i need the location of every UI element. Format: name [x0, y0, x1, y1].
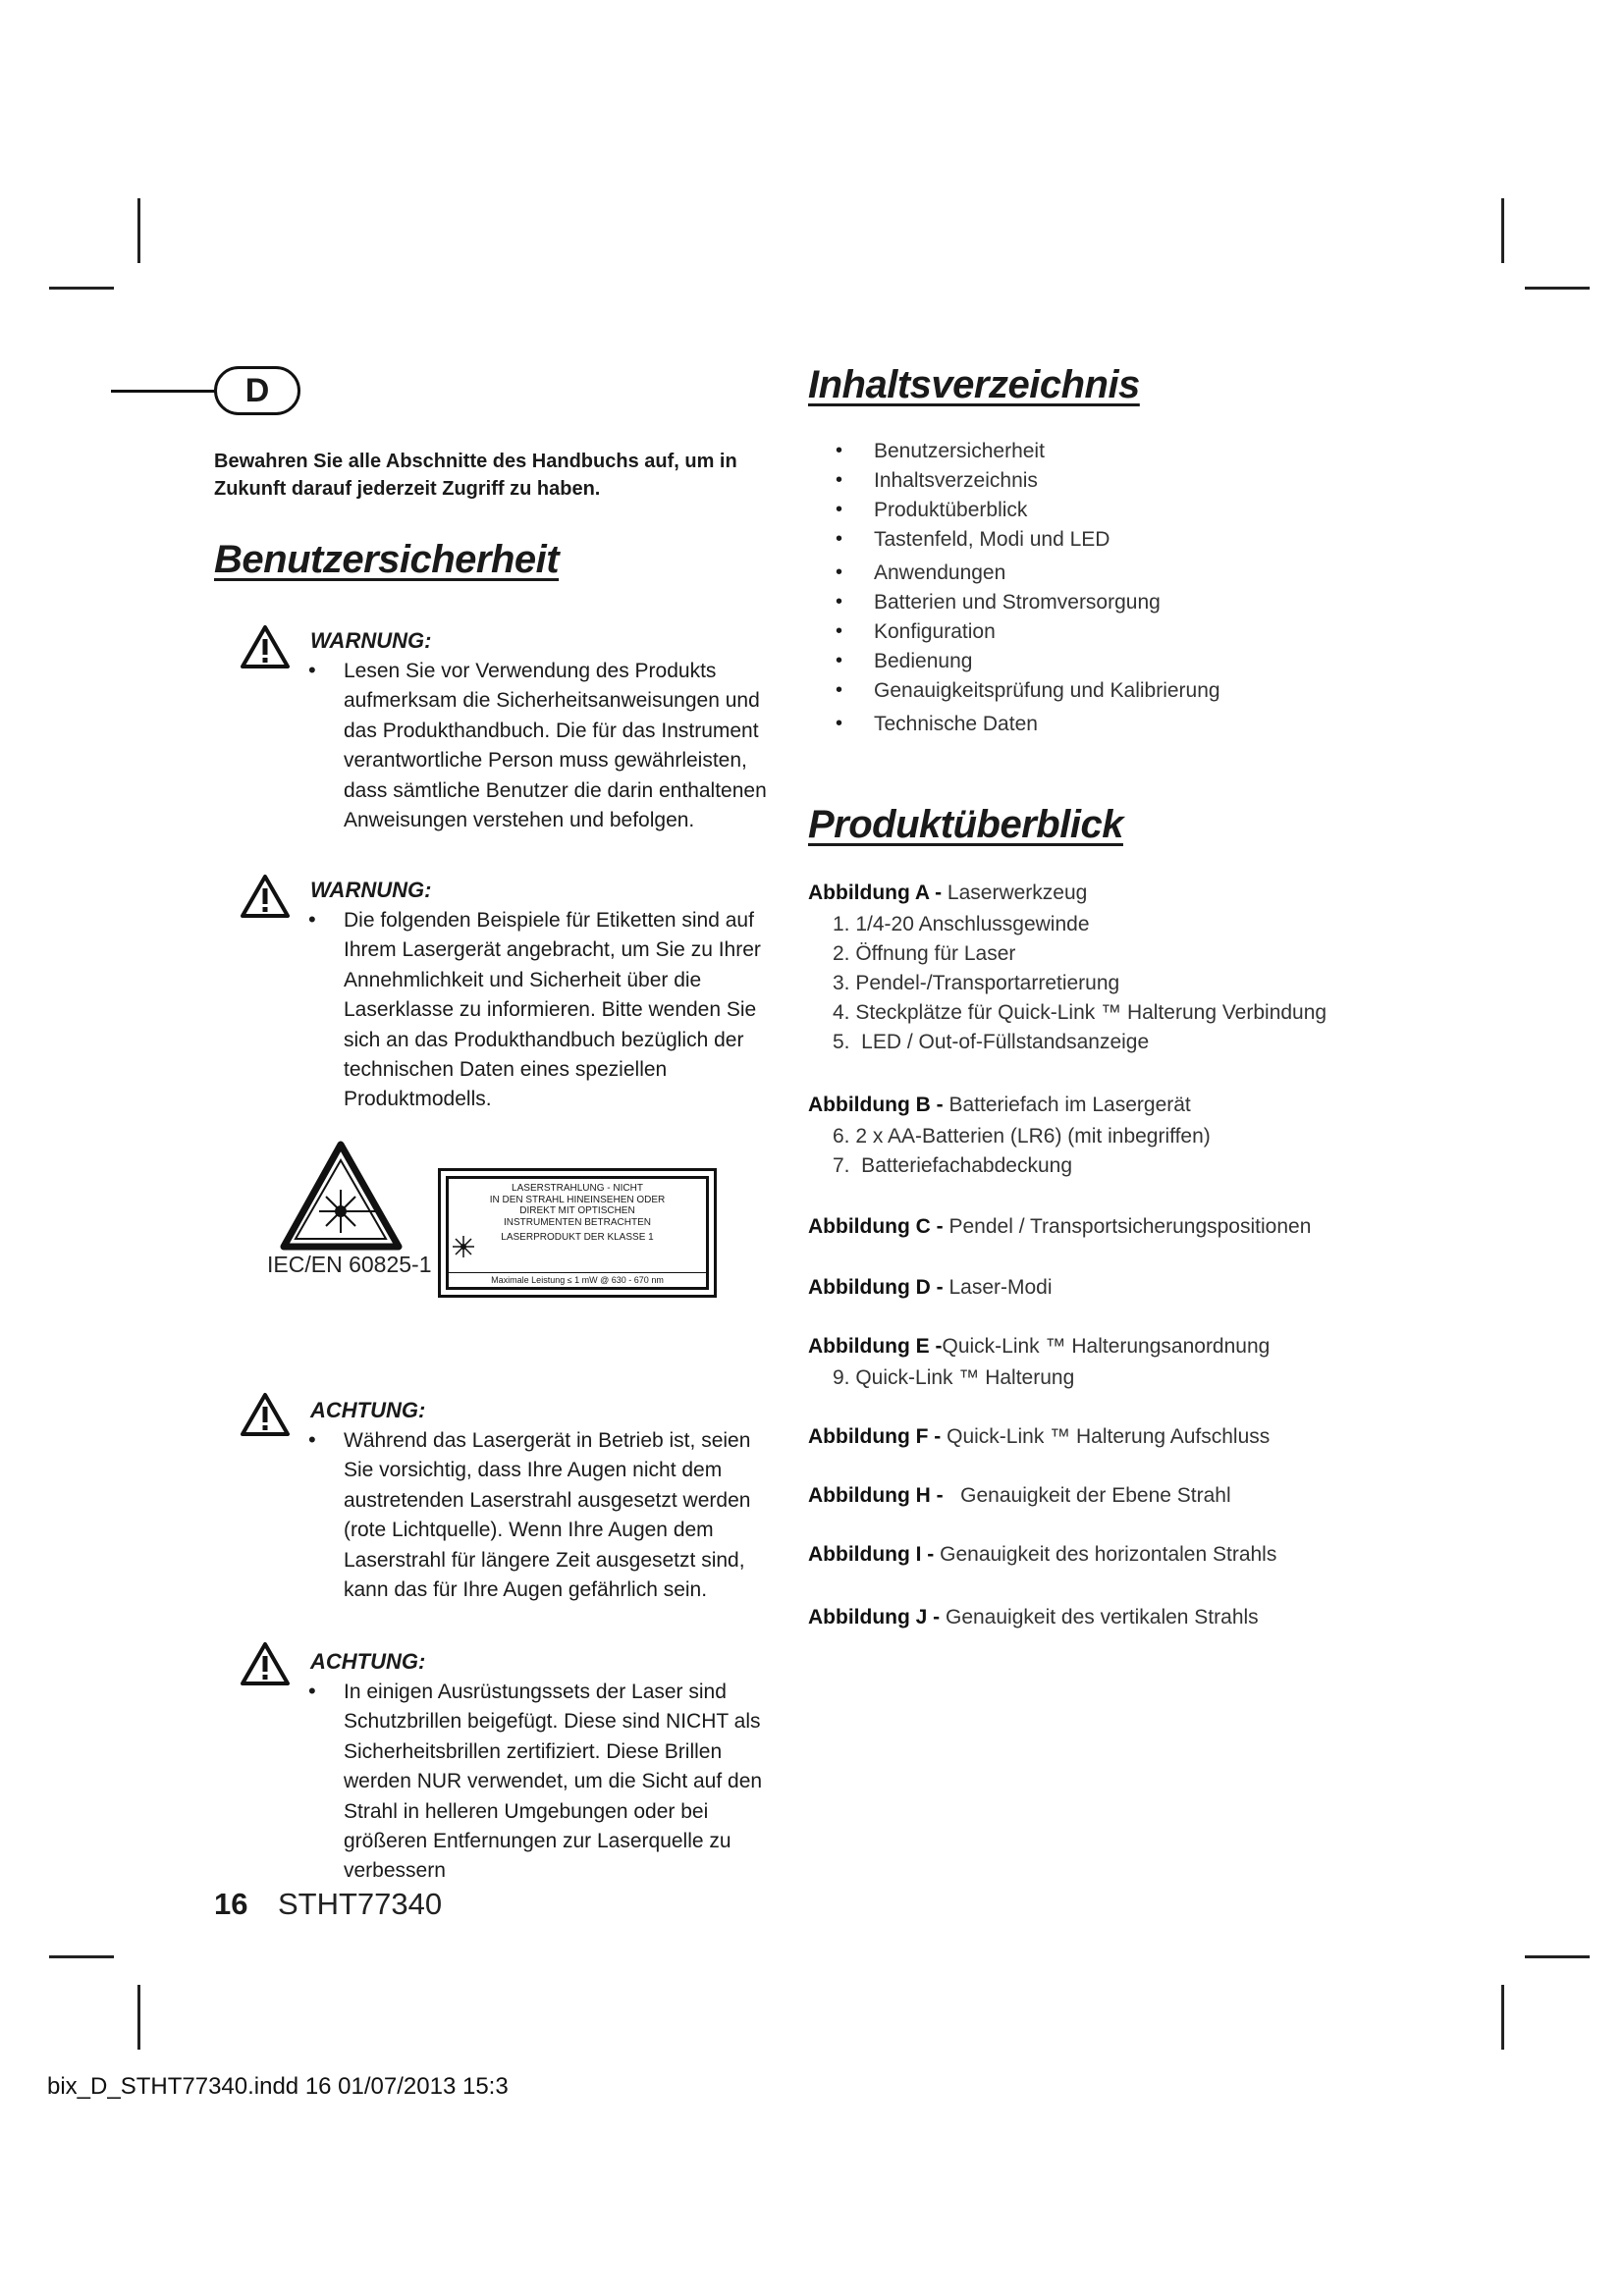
- figure-entry: [808, 881, 1087, 905]
- figure-label: Abbildung E -: [808, 1335, 943, 1358]
- figure-entry: [808, 1276, 1053, 1300]
- figure-entry: [808, 1543, 1276, 1567]
- toc-item: Inhaltsverzeichnis: [874, 469, 1038, 492]
- figure-description: Batteriefach im Lasergerät: [943, 1094, 1191, 1116]
- figure-description: Quick-Link ™ Halterungsanordnung: [942, 1335, 1271, 1358]
- figure-entry: [808, 1606, 1259, 1629]
- crop-mark: [1525, 287, 1590, 290]
- bullet: •: [308, 1679, 316, 1703]
- figure-sub-item: 7. Batteriefachabdeckung: [833, 1154, 1073, 1177]
- language-badge: D: [214, 366, 300, 415]
- label-line: DIREKT MIT OPTISCHEN: [519, 1205, 635, 1216]
- warning-text: Die folgenden Beispiele für Etiketten sind auf Ihrem Lasergerät angebracht, um Sie zu Ihrer Annehmlichkeit und Sicherheit über die Laserklasse zu informieren. Bitte wenden Sie sich an das Produkthandbuch bezüglich der technischen Daten eines speziellen Produktmodells.: [344, 909, 761, 1111]
- bullet: •: [836, 469, 843, 491]
- figure-entry: [808, 1425, 1270, 1449]
- label-line: INSTRUMENTEN BETRACHTEN: [503, 1216, 651, 1228]
- warning-text: Lesen Sie vor Verwendung des Produkts aufmerksam die Sicherheitsanweisungen und das Produkthandbuch. Die für das Instrument verantwortliche Person muss gewährleisten, dass sämtliche Benutzer die darin enthaltenen Anweisungen verstehen und befolgen.: [344, 660, 767, 832]
- caution-title: ACHTUNG:: [310, 1398, 426, 1422]
- figure-description: Pendel / Transportsicherungspositionen: [943, 1215, 1312, 1238]
- bullet: •: [836, 591, 843, 613]
- laser-class-label: [438, 1168, 717, 1298]
- page-number: 16: [214, 1887, 248, 1921]
- figure-label: Abbildung B -: [808, 1094, 944, 1116]
- bullet: •: [308, 1427, 316, 1452]
- section-title-toc: Inhaltsverzeichnis: [808, 363, 1140, 406]
- toc-item: Benutzersicherheit: [874, 440, 1045, 462]
- crop-mark: [137, 198, 140, 263]
- laser-hazard-symbol: [280, 1141, 403, 1251]
- warning-triangle-icon: [240, 1641, 291, 1686]
- intro-text: Bewahren Sie alle Abschnitte des Handbuchs auf, um in Zukunft darauf jederzeit Zugriff zu haben.: [214, 451, 737, 500]
- toc-item: Technische Daten: [874, 713, 1038, 735]
- caution-text: In einigen Ausrüstungssets der Laser sind Schutzbrillen beigefügt. Diese sind NICHT als Sicherheitsbrillen zertifiziert. Diese Brillen werden NUR verwendet, um die Sicht auf den Strahl in helleren Umgebungen oder bei größeren Entfernungen zur Laserquelle zu verbessern: [344, 1681, 763, 1883]
- bullet: •: [836, 650, 843, 671]
- figure-label: Abbildung A -: [808, 881, 943, 904]
- bullet: •: [836, 561, 843, 583]
- figure-description: Laserwerkzeug: [942, 881, 1088, 904]
- figure-description: Genauigkeit des horizontalen Strahls: [934, 1543, 1277, 1566]
- figure-sub-item: 4. Steckplätze für Quick-Link ™ Halterung Verbindung: [833, 1001, 1327, 1024]
- toc-item: Anwendungen: [874, 561, 1006, 584]
- figure-description: Quick-Link ™ Halterung Aufschluss: [941, 1425, 1271, 1448]
- bullet: •: [836, 713, 843, 734]
- figure-description: Laser-Modi: [943, 1276, 1053, 1299]
- bullet: •: [308, 658, 316, 682]
- toc-item: Bedienung: [874, 650, 973, 672]
- crop-mark: [1501, 1985, 1504, 2050]
- crop-mark: [1501, 198, 1504, 263]
- figure-entry: [808, 1335, 1270, 1359]
- caution-text: Während das Lasergerät in Betrieb ist, seien Sie vorsichtig, dass Ihre Augen nicht dem austretenden Laserstrahl ausgesetzt werden (rote Lichtquelle). Wenn Ihre Augen dem Laserstrahl für längere Zeit ausgesetzt sind, kann das für Ihre Augen gefährlich sein.: [344, 1429, 751, 1602]
- figure-label: Abbildung F -: [808, 1425, 942, 1448]
- warning-title: WARNUNG:: [310, 878, 432, 902]
- crop-mark: [49, 1955, 114, 1958]
- section-title-safety: Benutzersicherheit: [214, 538, 560, 581]
- figure-sub-item: 2. Öffnung für Laser: [833, 942, 1016, 965]
- bullet: •: [836, 499, 843, 520]
- iec-standard-label: IEC/EN 60825-1: [267, 1252, 432, 1277]
- label-line: LASERSTRAHLUNG - NICHT: [512, 1183, 643, 1194]
- caution-title: ACHTUNG:: [310, 1649, 426, 1674]
- figure-sub-item: 9. Quick-Link ™ Halterung: [833, 1366, 1075, 1389]
- warning-title: WARNUNG:: [310, 628, 432, 653]
- starburst-icon: [453, 1236, 474, 1257]
- toc-item: Konfiguration: [874, 620, 996, 643]
- toc-item: Produktüberblick: [874, 499, 1028, 521]
- figure-description: Genauigkeit des vertikalen Strahls: [940, 1606, 1259, 1629]
- bullet: •: [836, 620, 843, 642]
- print-slug: bix_D_STHT77340.indd 16 01/07/2013 15:3: [47, 2073, 509, 2100]
- figure-sub-item: 6. 2 x AA-Batterien (LR6) (mit inbegriffen): [833, 1125, 1211, 1148]
- figure-sub-item: 1. 1/4-20 Anschlussgewinde: [833, 913, 1090, 935]
- bullet: •: [308, 907, 316, 932]
- figure-entry: [808, 1094, 1191, 1117]
- figure-sub-item: 5. LED / Out-of-Füllstandsanzeige: [833, 1031, 1150, 1053]
- figure-entry: [808, 1484, 1231, 1508]
- crop-mark: [137, 1985, 140, 2050]
- label-line: IN DEN STRAHL HINEINSEHEN ODER: [489, 1194, 666, 1205]
- bullet: •: [836, 528, 843, 550]
- figure-entry: [808, 1215, 1311, 1239]
- figure-label: Abbildung D -: [808, 1276, 944, 1299]
- toc-item: Tastenfeld, Modi und LED: [874, 528, 1110, 551]
- language-badge-line: [111, 390, 217, 393]
- figure-label: Abbildung I -: [808, 1543, 935, 1566]
- warning-triangle-icon: [240, 1392, 291, 1437]
- model-number: STHT77340: [278, 1887, 443, 1921]
- figure-label: Abbildung J -: [808, 1606, 941, 1629]
- crop-mark: [1525, 1955, 1590, 1958]
- bullet: •: [836, 679, 843, 701]
- figure-label: Abbildung C -: [808, 1215, 944, 1238]
- crop-mark: [49, 287, 114, 290]
- label-line: LASERPRODUKT DER KLASSE 1: [501, 1232, 654, 1243]
- toc-item: Batterien und Stromversorgung: [874, 591, 1161, 614]
- warning-triangle-icon: [240, 624, 291, 669]
- section-title-overview: Produktüberblick: [808, 803, 1123, 846]
- figure-sub-item: 3. Pendel-/Transportarretierung: [833, 972, 1120, 994]
- bullet: •: [836, 440, 843, 461]
- figure-description: Genauigkeit der Ebene Strahl: [943, 1484, 1231, 1507]
- figure-label: Abbildung H -: [808, 1484, 944, 1507]
- toc-item: Genauigkeitsprüfung und Kalibrierung: [874, 679, 1220, 702]
- warning-triangle-icon: [240, 874, 291, 919]
- label-power-line: Maximale Leistung ≤ 1 mW @ 630 - 670 nm: [449, 1272, 706, 1287]
